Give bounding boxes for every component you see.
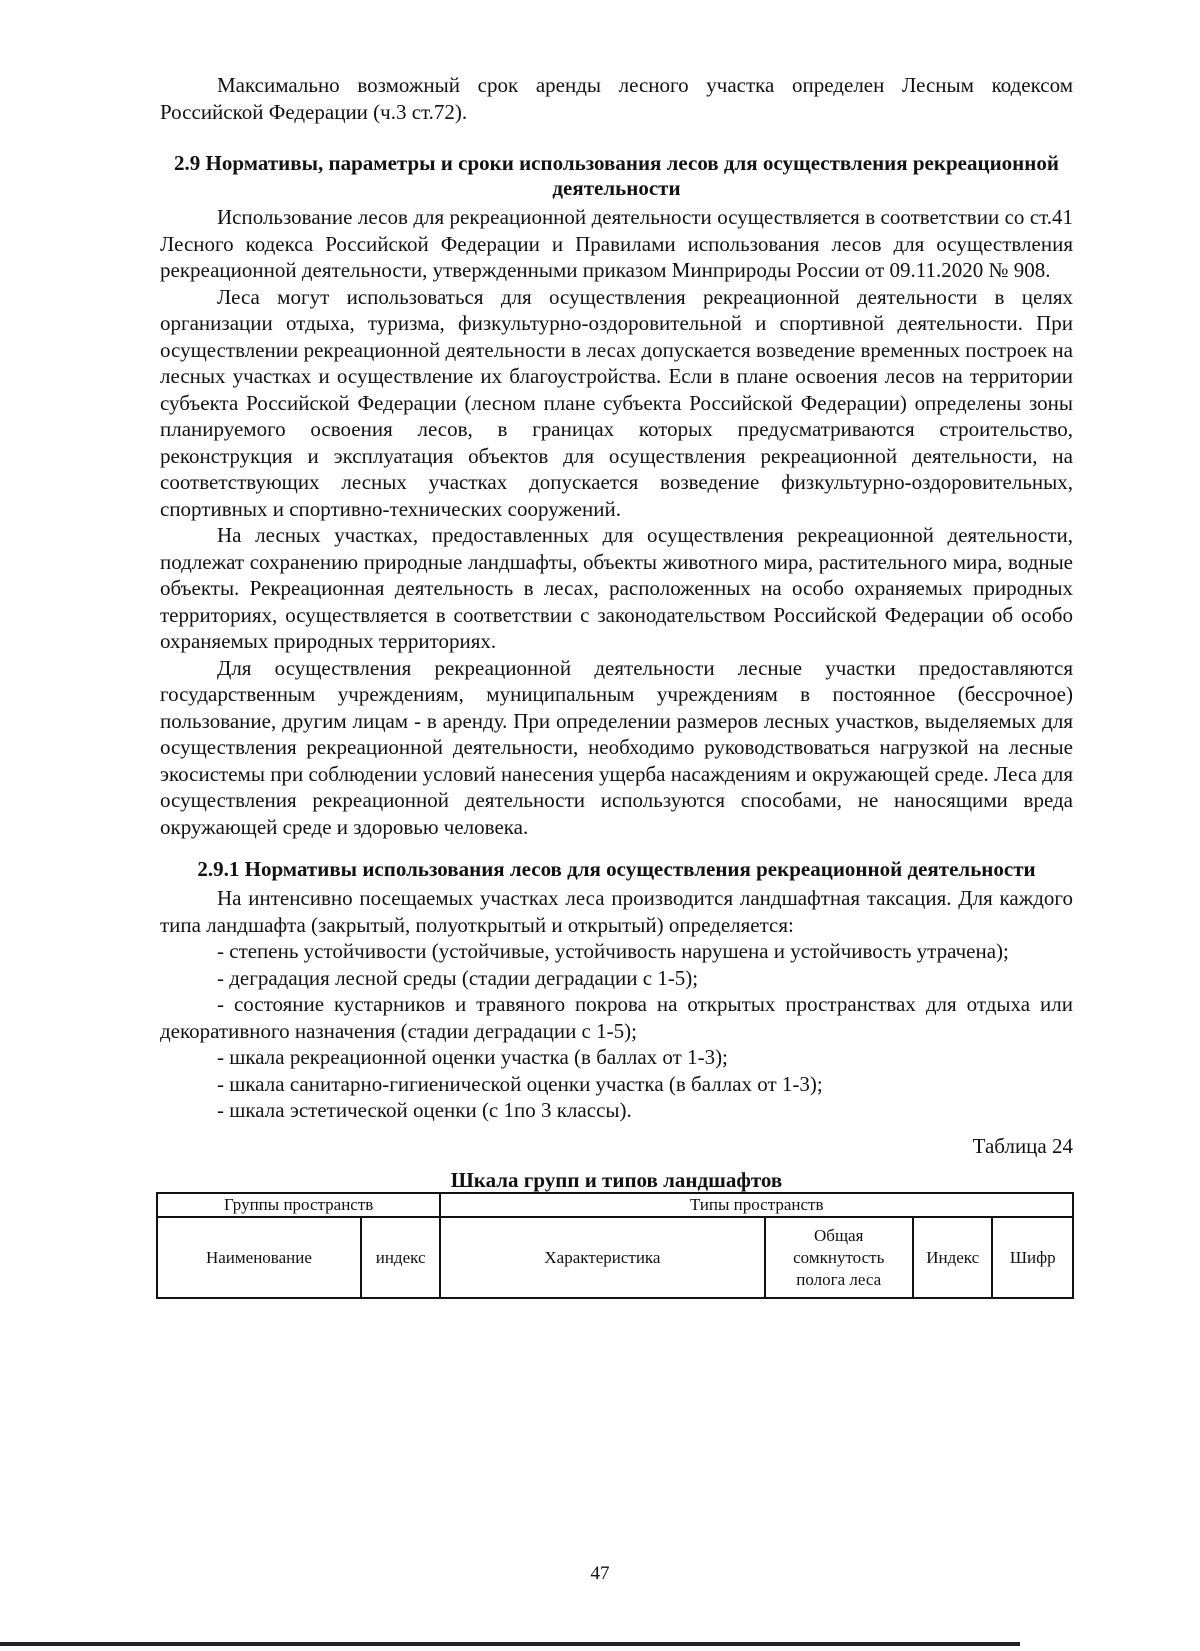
- intro-paragraph: Максимально возможный срок аренды лесного участка определен Лесным кодексом Российской Федерации (ч.3 ст.72).: [160, 73, 1073, 124]
- scan-edge-line: [0, 1642, 1020, 1646]
- list-item: - состояние кустарников и травяного покрова на открытых пространствах для отдыха или декоративного назначения (стадии деградации с 1-5);: [160, 992, 1073, 1043]
- document-page: [160, 72, 1073, 1299]
- table-header-cell: Типы пространств: [440, 1193, 1073, 1217]
- section-paragraph-1: Использование лесов для рекреационной деятельности осуществляется в соответствии со ст.41 Лесного кодекса Российской Федерации и Правилами использования лесов для осуществления рекреационной деятельности, утвержденными приказом Минприроды России от 09.11.2020 № 908.: [160, 205, 1073, 282]
- section-paragraph-2: Леса могут использоваться для осуществления рекреационной деятельности в целях организации отдыха, туризма, физкультурно-оздоровительной и спортивной деятельности. При осуществлении рекреационной деятельности в лесах допускается возведение временных построек на лесных участках и осуществление их благоустройства. Если в плане освоения лесов на территории субъекта Российской Федерации (лесном плане субъекта Российской Федерации) определены зоны планируемого освоения лесов, в границах которых предусматриваются строительство, реконструкция и эксплуатация объектов для осуществления рекреационной деятельности, на соответствующих лесных участках допускается возведение физкультурно-оздоровительных, спортивных и спортивно-технических сооружений.: [160, 284, 1073, 521]
- table-column-header-row: [157, 1217, 1073, 1298]
- subsection-title: 2.9.1 Нормативы использования лесов для осуществления рекреационной деятельности: [197, 857, 1036, 881]
- table-header-cell: Общая сомкнутость полога леса: [765, 1217, 913, 1298]
- table-header-cell: Группы пространств: [157, 1193, 440, 1217]
- section-title: 2.9 Нормативы, параметры и сроки использования лесов для осуществления рекреационной деятельности: [174, 151, 1059, 200]
- table-group-header-row: [157, 1193, 1073, 1217]
- table-header-cell: индекс: [361, 1217, 440, 1298]
- list-item: - деградация лесной среды (стадии деградации с 1-5);: [217, 965, 699, 990]
- section-paragraph-3: На лесных участках, предоставленных для осуществления рекреационной деятельности, подлежат сохранению природные ландшафты, объекты животного мира, растительного мира, водные объекты. Рекреационная деятельность в лесах, расположенных на особо охраняемых природных территориях, осуществляется в соответствии с законодательством Российской Федерации об особо охраняемых природных территориях.: [160, 523, 1073, 653]
- table-header-cell: Характеристика: [440, 1217, 764, 1298]
- subsection-intro: На интенсивно посещаемых участках леса производится ландшафтная таксация. Для каждого типа ландшафта (закрытый, полуоткрытый и открытый) определяется:: [160, 886, 1073, 937]
- list-item: - шкала рекреационной оценки участка (в баллах от 1-3);: [217, 1045, 728, 1069]
- table-header-cell: Индекс: [913, 1217, 992, 1298]
- list-item: - шкала эстетической оценки (с 1по 3 классы).: [217, 1098, 632, 1122]
- table-header-cell: Наименование: [157, 1217, 361, 1298]
- table-caption: Шкала групп и типов ландшафтов: [450, 1168, 783, 1192]
- list-item: - степень устойчивости (устойчивые, устойчивость нарушена и устойчивость утрачена);: [217, 939, 1009, 963]
- section-paragraph-4: Для осуществления рекреационной деятельности лесные участки предоставляются государственным учреждениям, муниципальным учреждениям в постоянное (бессрочное) пользование, другим лицам - в аренду. При определении размеров лесных участков, выделяемых для осуществления рекреационной деятельности, необходимо руководствоваться нагрузкой на лесные экосистемы при соблюдении условий нанесения ущерба насаждениям и окружающей среде. Леса для осуществления рекреационной деятельности используются способами, не наносящими вреда окружающей среде и здоровью человека.: [160, 655, 1073, 839]
- page-number: 47: [590, 1563, 610, 1584]
- table-header-cell: Шифр: [992, 1217, 1073, 1298]
- landscape-table: [156, 1192, 1074, 1299]
- list-item: - шкала санитарно-гигиенической оценки участка (в баллах от 1-3);: [217, 1071, 823, 1096]
- table-number: Таблица 24: [972, 1133, 1073, 1158]
